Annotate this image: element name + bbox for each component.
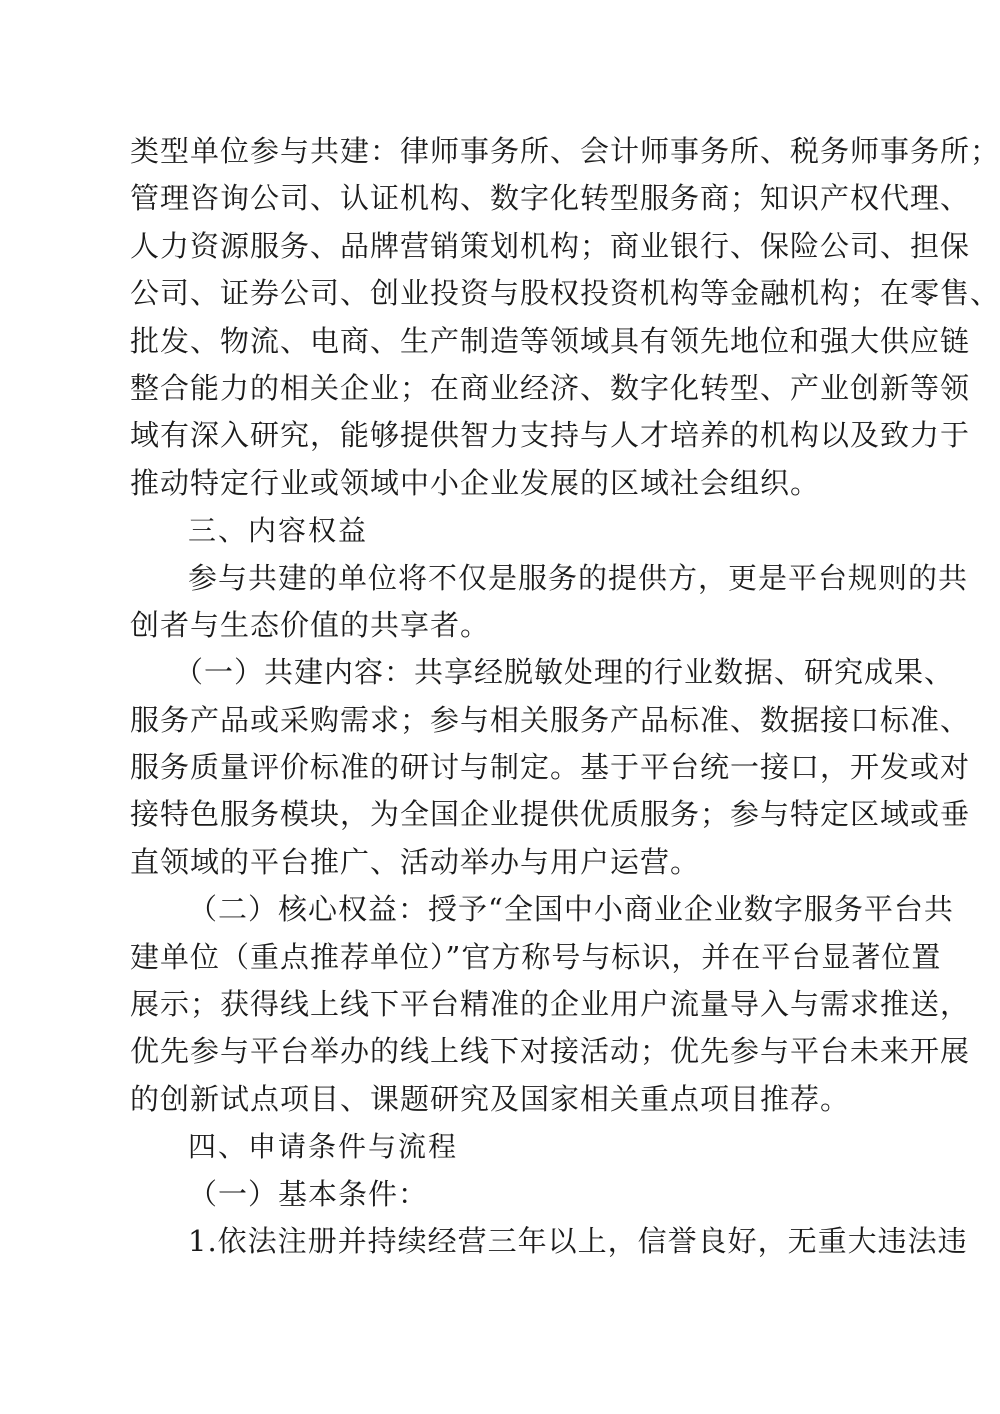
- text-line: 接特色服务模块，为全国企业提供优质服务；参与特定区域或垂: [130, 797, 971, 832]
- text-line: 整合能力的相关企业；在商业经济、数字化转型、产业创新等领: [130, 370, 971, 405]
- section-heading-content-rights: 三、内容权益: [188, 514, 369, 548]
- paragraph-condition-1: 1.依法注册并持续经营三年以上，信誉良好，无重大违法违: [188, 1223, 968, 1258]
- text-line: 服务产品或采购需求；参与相关服务产品标准、数据接口标准、: [130, 702, 971, 737]
- paragraph-participant-types: [130, 128, 1000, 507]
- text-line: （一）共建内容：共享经脱敏处理的行业数据、研究成果、: [174, 655, 955, 690]
- text-line: 域有深入研究，能够提供智力支持与人才培养的机构以及致力于: [130, 418, 971, 453]
- text-line: 参与共建的单位将不仅是服务的提供方，更是平台规则的共: [188, 560, 969, 595]
- text-line: 展示；获得线上线下平台精准的企业用户流量导入与需求推送，: [130, 987, 971, 1022]
- text-line: 服务质量评价标准的研讨与制定。基于平台统一接口，开发或对: [130, 750, 971, 785]
- text-line: 优先参与平台举办的线上线下对接活动；优先参与平台未来开展: [130, 1034, 971, 1069]
- text-line: 直领域的平台推广、活动举办与用户运营。: [130, 844, 701, 879]
- text-line: 创者与生态价值的共享者。: [130, 607, 491, 642]
- paragraph-intro: [130, 555, 969, 650]
- text-line: 人力资源服务、品牌营销策划机构；商业银行、保险公司、担保: [130, 228, 971, 263]
- text-line: 类型单位参与共建：律师事务所、会计师事务所、税务师事务所；: [130, 134, 1000, 168]
- paragraph-core-rights: [130, 886, 971, 1123]
- text-line: 公司、证券公司、创业投资与股权投资机构等金融机构；在零售、: [130, 276, 1000, 311]
- document-page: [130, 128, 1000, 1265]
- text-line: 管理咨询公司、认证机构、数字化转型服务商；知识产权代理、: [130, 181, 971, 216]
- subheading-basic-conditions: （一）基本条件：: [188, 1176, 429, 1211]
- text-line: 建单位（重点推荐单位）”官方称号与标识，并在平台显著位置: [130, 939, 942, 974]
- text-line: 批发、物流、电商、生产制造等领域具有领先地位和强大供应链: [130, 323, 971, 358]
- section-heading-application: 四、申请条件与流程: [188, 1130, 459, 1164]
- text-line: 推动特定行业或领域中小企业发展的区域社会组织。: [130, 465, 821, 500]
- text-line: （二）核心权益：授予“全国中小商业企业数字服务平台共: [188, 892, 954, 927]
- paragraph-co-build-content: [130, 649, 971, 886]
- text-line: 的创新试点项目、课题研究及国家相关重点项目推荐。: [130, 1081, 851, 1116]
